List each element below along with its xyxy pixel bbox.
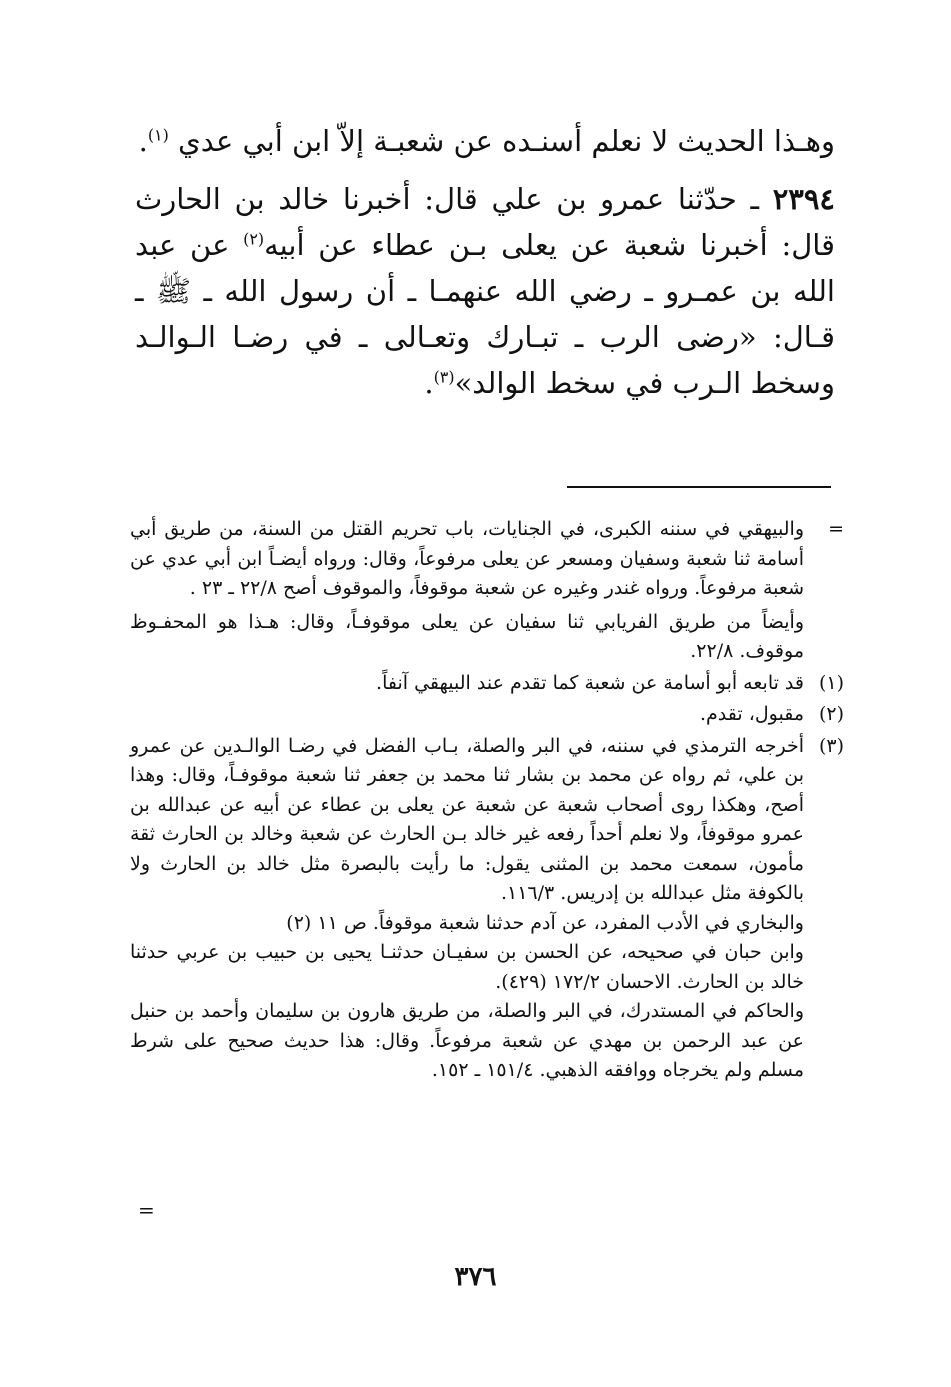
footnote-paragraph: وأيضاً من طريق الفريابي ثنا سفيان عن يعلى موقوفـاً، وقال: هـذا هو المحفـوظ موقوف. ٢٢/٨. bbox=[130, 610, 804, 662]
footnote-paragraph: والبخاري في الأدب المفرد، عن آدم حدثنا شعبة موقوفاً. ص ١١ (٢) bbox=[286, 911, 804, 934]
footnotes bbox=[130, 515, 844, 1086]
footnote-paragraph: وابن حبان في صحيحه، عن الحسن بن سفيـان حدثنـا يحيى بن حبيب بن عربي حدثنا خالد بن الحارث. الاحسان ١٧٢/٢ (٤٢٩). bbox=[130, 941, 804, 993]
footnote-paragraph: والحاكم في المستدرك، في البر والصلة، من طريق هارون بن سليمان وأحمد بن حنبل عن عبد الرحمن بن مهدي عن شعبة مرفوعاً. وقال: هذا حديث صحيح على شرط مسلم ولم يخرجاه ووافقه الذهبي. ١٥١/٤ ـ ١٥٢. bbox=[130, 1000, 804, 1081]
continuation-mark: = bbox=[828, 518, 844, 540]
footnote-paragraph: قد تابعه أبو أسامة عن شعبة كما تقدم عند البيهقي آنفاً. bbox=[376, 671, 804, 694]
end-continuation-mark: = bbox=[138, 1198, 155, 1222]
footnote-number: (٢) bbox=[818, 703, 844, 725]
footnote-separator bbox=[567, 486, 831, 488]
footnote-3 bbox=[130, 732, 844, 1086]
intro-paragraph: وهـذا الحديث لا نعلم أسنـده عن شعبـة إلاّ ابن أبي عدي $^{(١)}$. bbox=[138, 124, 835, 158]
footnote-continuation bbox=[130, 515, 844, 667]
footnote-ref-2: (٢) bbox=[243, 229, 265, 249]
footnote-ref-3: (٣) bbox=[433, 367, 455, 387]
footnote-ref-1: (١) bbox=[147, 125, 169, 145]
footnote-paragraph: والبيهقي في سننه الكبرى، في الجنايات، باب تحريم القتل من السنة، من طريق أبي أسامة ثنا شعبة وسفيان ومسعر عن يعلى مرفوعاً، وقال: ورواه أيضـاً ابن أبي عدي عن شعبة مرفوعاً. ورواه غندر وغيره عن شعبة موقوفاً، والموقوف أصح ٢٢/٨ ـ ٢٣ . bbox=[130, 518, 804, 599]
hadith-number: ٢٣٩٤ bbox=[772, 182, 835, 216]
main-text bbox=[135, 118, 835, 406]
footnote-2 bbox=[130, 700, 844, 730]
footnote-number: (١) bbox=[818, 671, 844, 694]
footnote-paragraph: أخرجه الترمذي في سننه، في البر والصلة، بـاب الفضل في رضـا الوالـدين عن عمرو بن علي، ثم رواه عن محمد بن بشار ثنا محمد بن جعفر ثنا شعبة موقوفـاً، وقال: وهذا أصح، وهكذا روى أصحاب شعبة عن شعبة عن يعلى بن عطاء عن أبيه عن عبدالله بن عمرو موقوفاً، ولا نعلم أحداً رفعه غير خالد بـن الحارث عن شعبة وخالد بن الحارث ثقة مأمون، سمعت محمد بن المثنى يقول: ما رأيت بالبصرة مثل خالد بن الحارث ولا بالكوفة مثل عبدالله بن إدريس. ١١٦/٣. bbox=[130, 734, 804, 904]
footnote-number: (٣) bbox=[818, 734, 844, 757]
page-number: ٣٧٦ bbox=[454, 1262, 497, 1292]
footnote-1 bbox=[130, 669, 844, 699]
hadith-paragraph: ٢٣٩٤ ـ حدّثنا عمرو بن علي قال: أخبرنا خالد بن الحارث قال: أخبرنا شعبة عن يعلى بـن عطاء عن أبيه$^{(٢)}$ عن عبد الله بن عمـرو ـ رضي الله عنهمـا ـ أن رسول الله ـ ﷺ ـ قـال: «رضى الرب ـ تبـارك وتعـالى ـ في رضـا الـوالـد وسخط الـرب في سخط الوالد»$^{(٣)}$. bbox=[135, 182, 835, 400]
footnote-paragraph: مقبول، تقدم. bbox=[700, 703, 804, 725]
